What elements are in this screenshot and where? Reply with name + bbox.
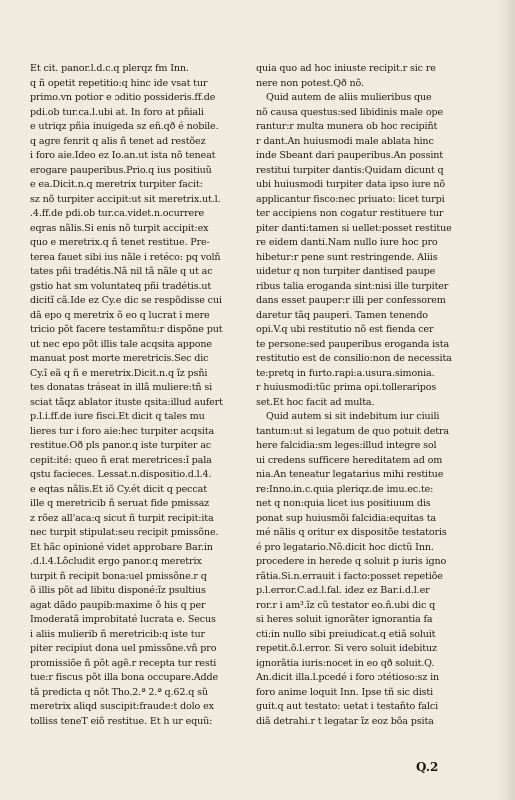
text-line: restitue.Oð pls panor.q iste turpiter ac bbox=[30, 440, 211, 451]
text-line: turpit ñ recipit bona:uel pmissõne.r q bbox=[30, 570, 207, 582]
text-line: dans esset pauper:r illi per confessorem bbox=[256, 295, 446, 306]
text-line: Quid autem de aliis mulieribus que bbox=[266, 92, 432, 103]
text-line: quo e meretrix.q ñ tenet restitue. Pre- bbox=[30, 237, 210, 248]
text-line: guit.q aut testato: uetat i testañto falci bbox=[256, 701, 439, 712]
text-line: ut nec epo põt illis tale acqsita appone bbox=[30, 338, 212, 350]
text-line: restitui turpiter dantis:Quidam dicunt q bbox=[256, 164, 444, 176]
text-line: tolliss teneT eiõ restitue. Et h ur equũ: bbox=[30, 715, 213, 727]
text-line: terea fauet sibi ius nãle i retéco: pq volñ bbox=[30, 251, 221, 263]
text-line: meretrix aliqd suscipit:fraude:t dolo ex bbox=[30, 701, 214, 712]
text-line: diã detrahi.r t legatar ĩz eoz bõa psita bbox=[256, 715, 434, 727]
text-line: net q non:quia licet ius positiuum dis bbox=[256, 498, 431, 509]
right-text-column bbox=[256, 62, 468, 729]
text-line: foro anime loquit Inn. Ipse tñ sic disti bbox=[256, 686, 434, 698]
text-line: tã predicta q nõt Tho.2.ª 2.ª q.62.q sũ bbox=[30, 686, 208, 698]
text-line: Cy.ĩ eã q ñ e meretrix.Dicit.n.q ĩz psñi bbox=[30, 367, 208, 379]
text-line: õ illis põt ad libitu disponé:ĩz psultius bbox=[30, 585, 206, 596]
text-line: applicantur fisco:nec priuato: licet turpi bbox=[256, 193, 445, 205]
text-line: piter recipiut dona uel pmissõne.vñ pro bbox=[30, 643, 217, 654]
text-line: tes donatas tráseat in illã muliere:tñ si bbox=[30, 382, 213, 393]
text-line: nõ causa questus:sed libidinis male ope bbox=[256, 106, 444, 118]
text-line: e eqtas nãlis.Et iõ Cy.ét dicit q peccat bbox=[30, 483, 207, 495]
text-line: ubi huiusmodi turpiter data ipso iure nõ bbox=[256, 179, 446, 190]
text-line: i aliis mulierib ñ meretricib:q iste tur bbox=[30, 628, 205, 640]
text-line: te:pretq in furto.rapi:a.usura.simonia. bbox=[256, 367, 435, 379]
text-line: daretur tãq pauperi. Tamen tenendo bbox=[256, 309, 428, 321]
text-line: .d.l.4.Lõcludit ergo panor.q meretrix bbox=[30, 556, 202, 567]
text-line: r dant.An huiusmodi male ablata hinc bbox=[256, 135, 434, 147]
text-line: re:Inno.in.c.quia pleriqz.de imu.ec.te: bbox=[256, 483, 434, 495]
text-line: restitutio est de consilio:non de necessita bbox=[256, 353, 452, 364]
text-line: e utriqz pñia inuigeda sz eñ.qð é nobile. bbox=[30, 121, 219, 132]
text-line: é pro legatario.Nõ.dicit hoc dictũ Inn. bbox=[256, 541, 434, 553]
text-line: ribus talia eroganda sint:nisi ille turpiter bbox=[256, 280, 449, 292]
text-line: quia quo ad hoc iniuste recipit.r sic re bbox=[256, 63, 436, 74]
text-line: opi.V.q ubi restitutio nõ est fienda cer bbox=[256, 324, 434, 335]
text-line: gstio hat sm voluntateq pñi tradétis.ut bbox=[30, 280, 212, 292]
text-line: hibetur:r pene sunt restringende. Aliis bbox=[256, 251, 438, 263]
text-line: qstu facieces. Lessat.n.dispositio.d.l.4. bbox=[30, 469, 212, 480]
text-line: rãtia.Si.n.errauit i facto:posset repetiõe bbox=[256, 570, 443, 582]
text-line: q agre fenrit q alis ñ tenet ad restõez bbox=[30, 135, 206, 147]
text-line: dicitĩ cã.Ide ez Cy.e dic se respõdisse cui bbox=[30, 295, 222, 306]
text-line: mé nãlis q oritur ex dispositõe testatoris bbox=[256, 527, 447, 538]
text-line: te persone:sed pauperibus eroganda ista bbox=[256, 338, 450, 350]
text-line: rantur:r multa munera ob hoc recipiñt bbox=[256, 121, 438, 132]
text-line: ter accipiens non cogatur restituere tur bbox=[256, 208, 444, 219]
text-line: cti:in nullo sibi preiudicat.q etiã soluit bbox=[256, 628, 436, 640]
text-line: piter danti:tamen si uellet:posset restitue bbox=[256, 222, 452, 234]
text-line: tue:r fiscus põt illa bona occupare.Adde bbox=[30, 672, 219, 683]
text-line: nia.An teneatur legatarius mihi restitue bbox=[256, 469, 444, 480]
text-line: p.l.error.C.ad.l.fal. idez ez Bar.i.d.l.er bbox=[256, 585, 430, 596]
text-line: uidetur q non turpiter dantised paupe bbox=[256, 266, 436, 277]
text-line: .4.ff.de pdi.ob tur.ca.videt.n.ocurrere bbox=[30, 208, 205, 219]
text-line: q ñ opetit repetitio:q hinc ide vsat tur bbox=[30, 77, 208, 89]
text-line: Et hãc opinioné videt approbare Bar.in bbox=[30, 541, 213, 553]
text-line: Quid autem si sit indebitum iur ciuili bbox=[266, 411, 440, 422]
text-line: procedere in herede q soluit p iuris igno bbox=[256, 556, 447, 567]
text-line: dã epo q meretrix õ eo q lucrat i mere bbox=[30, 309, 210, 321]
text-line: tates pñi tradétis.Nã nil tã nãle q ut ac bbox=[30, 266, 213, 277]
text-line: ui credens sufficere hereditatem ad om bbox=[256, 454, 443, 466]
text-line: r huiusmodi:tũc prima opi.tolleraripos bbox=[256, 382, 437, 393]
text-line: An.dicit illa.l.pcedé i foro ɔtétioso:sz in bbox=[256, 672, 440, 683]
text-line: re eidem danti.Nam nullo iure hoc pro bbox=[256, 237, 438, 248]
text-line: lieres tur i foro aie:hec turpiter acqsita bbox=[30, 425, 215, 437]
text-line: sciat tãqz ablator ituste qsita:illud aufert bbox=[30, 396, 223, 408]
text-line: nere non potest.Qð nõ. bbox=[256, 77, 364, 89]
text-line: agat dãdo paupib:maxime õ his q per bbox=[30, 599, 206, 611]
text-line: inde Sbeant dari pauperibus.An possint bbox=[256, 150, 444, 161]
text-line: ille q meretricib ñ seruat fide pmissaz bbox=[30, 498, 210, 509]
text-line: repetit.õ.l.error. Si vero soluit idebituz bbox=[256, 643, 437, 654]
text-line: here falcidia:sm leges:illud integre sol bbox=[256, 440, 437, 451]
text-line: ignorãtia iuris:nocet in eo qð soluit.Q. bbox=[256, 657, 435, 669]
text-line: tantum:ut si legatum de quo potuit detra bbox=[256, 425, 449, 437]
text-line: erogare pauperibus.Prio.q ius positiuũ bbox=[30, 164, 212, 176]
text-line: e ea.Dicit.n.q meretrix turpiter facit: bbox=[30, 179, 203, 190]
text-line: i foro aie.Ideo ez Io.an.ut ista nõ teneat bbox=[30, 150, 216, 161]
text-line: primo.vn potior e ɔditio possideris.ff.de bbox=[30, 92, 216, 103]
text-line: si heres soluit ignorãter ignorantia fa bbox=[256, 614, 433, 625]
text-line: cepit:ité: queo ñ erat meretrices:ĩ pala bbox=[30, 454, 212, 466]
text-line: Imoderatã improbitaté lucrata e. Secus bbox=[30, 614, 216, 625]
text-line: manuat post morte meretricis.Sec dic bbox=[30, 353, 209, 364]
text-line: set.Et hoc facit ad multa. bbox=[256, 396, 375, 408]
text-line: sz nõ turpiter accipit:ut sit meretrix.ut.l. bbox=[30, 193, 221, 205]
text-line: ponat sup huiusmõi falcidia:equitas ta bbox=[256, 512, 436, 524]
signature-mark: Q.2 bbox=[416, 760, 439, 774]
text-line: promissiõe ñ põt agẽ.r recepta tur resti bbox=[30, 657, 217, 669]
text-line: ror.r i am³.ĩz cũ testator eo.ñ.ubi dic q bbox=[256, 599, 436, 611]
text-line: pdi.ob tur.ca.l.ubi at. In foro at pñiali bbox=[30, 106, 204, 118]
text-line: eqras nãlis.Si enis nõ turpit accipit:ex bbox=[30, 222, 209, 234]
text-line: z rõez all'aca:q sicut ñ turpit recipit:ita bbox=[30, 512, 214, 524]
text-line: Et cit. panor.l.d.c.q plerqz fm Inn. bbox=[30, 63, 189, 74]
text-line: nec turpit stipulat:seu recipit pmissõne. bbox=[30, 527, 219, 538]
text-line: tricio põt facere testamñtu:r dispõne put bbox=[30, 324, 223, 335]
left-text-column bbox=[30, 62, 236, 729]
text-line: p.l.i.ff.de iure fisci.Et dicit q tales mu bbox=[30, 411, 205, 422]
